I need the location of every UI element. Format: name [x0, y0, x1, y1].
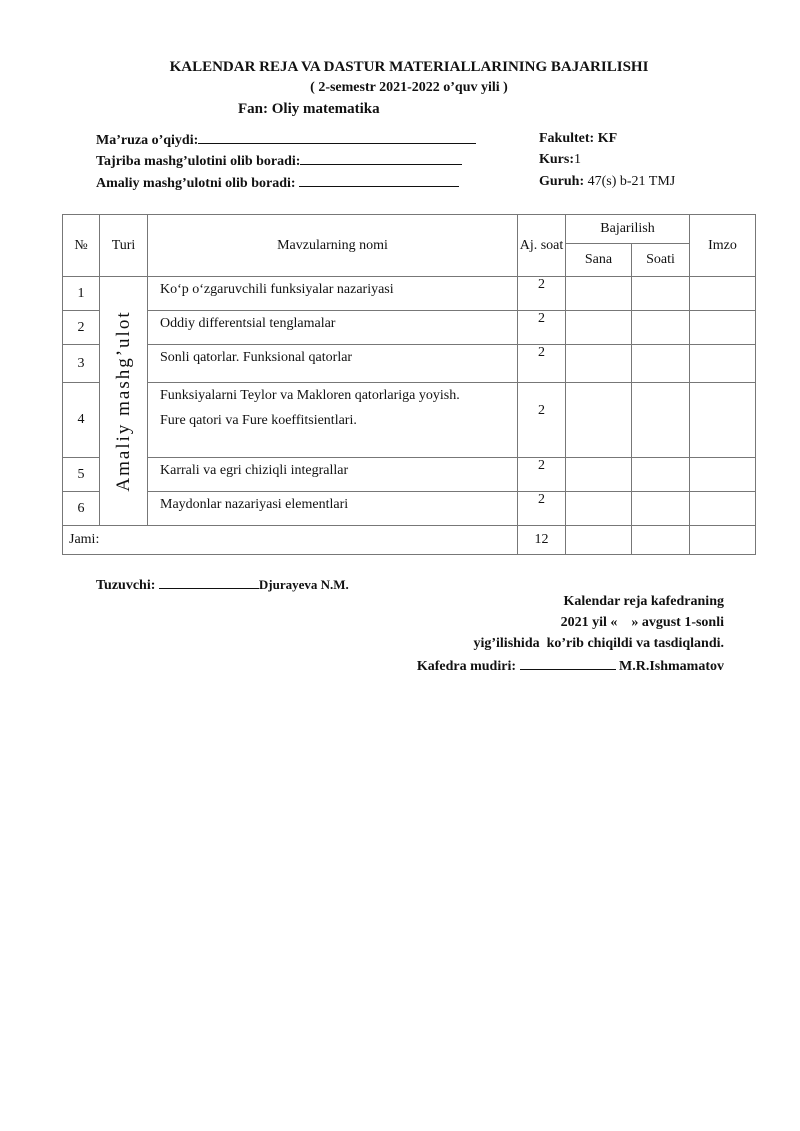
table-row: [63, 345, 756, 383]
faculty-label: Fakultet:: [539, 131, 595, 146]
group-label: Guruh:: [539, 174, 585, 189]
row-date: [566, 458, 632, 492]
subject-line: Fan: Oliy matematika: [238, 101, 380, 117]
course-field: [539, 152, 581, 168]
header-time: Soati: [632, 244, 690, 277]
total-value: 12: [518, 526, 566, 555]
row-hours: 2: [518, 311, 566, 345]
lecturer-field: [96, 131, 476, 149]
row-time: [632, 345, 690, 383]
row-topic-line1: Funksiyalarni Teylor va Makloren qatorlariga yoyish.: [160, 388, 460, 403]
header-no: №: [63, 215, 100, 277]
row-topic: Oddiy differentsial tenglamalar: [148, 311, 518, 345]
composer-field: [96, 576, 349, 594]
row-date: [566, 492, 632, 526]
row-time: [632, 458, 690, 492]
group-field: [539, 174, 675, 190]
calendar-plan-table: [62, 214, 756, 555]
lab-field: [96, 152, 462, 170]
row-date: [566, 311, 632, 345]
composer-label: Tuzuvchi:: [96, 578, 156, 593]
row-hours: 2: [518, 345, 566, 383]
row-hours: 2: [518, 492, 566, 526]
row-topic: Karrali va egri chiziqli integrallar: [148, 458, 518, 492]
row-time: [632, 277, 690, 311]
table-row: [63, 458, 756, 492]
row-topic: [148, 383, 518, 458]
lecturer-label: Ma’ruza o’qiydi:: [96, 133, 199, 148]
total-time: [632, 526, 690, 555]
header-date: Sana: [566, 244, 632, 277]
turi-value: Amaliy mashg’ulot: [112, 310, 134, 492]
approval-line1: Kalendar reja kafedraning: [563, 594, 724, 609]
row-hours: 2: [518, 458, 566, 492]
composer-name: Djurayeva N.M.: [258, 577, 349, 592]
row-hours: 2: [518, 277, 566, 311]
row-hours: 2: [518, 383, 566, 458]
group-value: 47(s) b-21 TMJ: [587, 174, 676, 189]
lab-blank: [300, 152, 462, 165]
document-title: KALENDAR REJA VA DASTUR MATERIALLARINING BAJARILISHI: [169, 59, 649, 75]
row-date: [566, 277, 632, 311]
composer-blank: [159, 576, 259, 589]
row-number: 6: [63, 492, 100, 526]
row-time: [632, 311, 690, 345]
row-date: [566, 383, 632, 458]
row-time: [632, 492, 690, 526]
approval-line3: yig’ilishida ko’rib chiqildi va tasdiqlandi.: [473, 636, 724, 651]
total-date: [566, 526, 632, 555]
approval-line2: 2021 yil « » avgust 1-sonli: [560, 615, 724, 630]
row-number: 1: [63, 277, 100, 311]
row-sign: [690, 277, 756, 311]
row-sign: [690, 383, 756, 458]
turi-cell: [100, 277, 148, 526]
row-number: 3: [63, 345, 100, 383]
row-topic: Sonli qatorlar. Funksional qatorlar: [148, 345, 518, 383]
head-name: M.R.Ishmamatov: [619, 659, 724, 674]
practice-label: Amaliy mashg’ulotni olib boradi:: [96, 176, 296, 191]
course-value: 1: [574, 152, 581, 167]
total-sign: [690, 526, 756, 555]
head-blank: [520, 657, 616, 670]
semester-line: ( 2-semestr 2021-2022 o’quv yili ): [310, 80, 508, 95]
total-row: [63, 526, 756, 555]
row-topic: Ko‘p o‘zgaruvchili funksiyalar nazariyasi: [148, 277, 518, 311]
row-number: 4: [63, 383, 100, 458]
header-sign: Imzo: [690, 215, 756, 277]
table-row: [63, 492, 756, 526]
row-topic: Maydonlar nazariyasi elementlari: [148, 492, 518, 526]
table-row: [63, 311, 756, 345]
head-field: [417, 657, 724, 675]
header-turi: Turi: [100, 215, 148, 277]
table-row: [63, 383, 756, 458]
header-topic: Mavzularning nomi: [148, 215, 518, 277]
lecturer-blank: [198, 131, 476, 144]
faculty-value: KF: [597, 131, 618, 146]
row-sign: [690, 311, 756, 345]
row-sign: [690, 345, 756, 383]
practice-blank: [299, 174, 459, 187]
faculty-field: [539, 131, 617, 147]
row-number: 5: [63, 458, 100, 492]
row-sign: [690, 492, 756, 526]
course-label: Kurs:: [539, 152, 574, 167]
row-date: [566, 345, 632, 383]
row-number: 2: [63, 311, 100, 345]
total-label: Jami:: [63, 526, 518, 555]
table-row: [63, 277, 756, 311]
header-hours: Aj. soat: [518, 215, 566, 277]
head-label: Kafedra mudiri:: [416, 659, 516, 674]
row-time: [632, 383, 690, 458]
row-topic-line2: Fure qatori va Fure koeffitsientlari.: [160, 413, 357, 428]
table-header-row: [63, 215, 756, 244]
lab-label: Tajriba mashg’ulotini olib boradi:: [96, 154, 301, 169]
row-sign: [690, 458, 756, 492]
header-done: Bajarilish: [566, 215, 690, 244]
practice-field: [96, 174, 459, 192]
